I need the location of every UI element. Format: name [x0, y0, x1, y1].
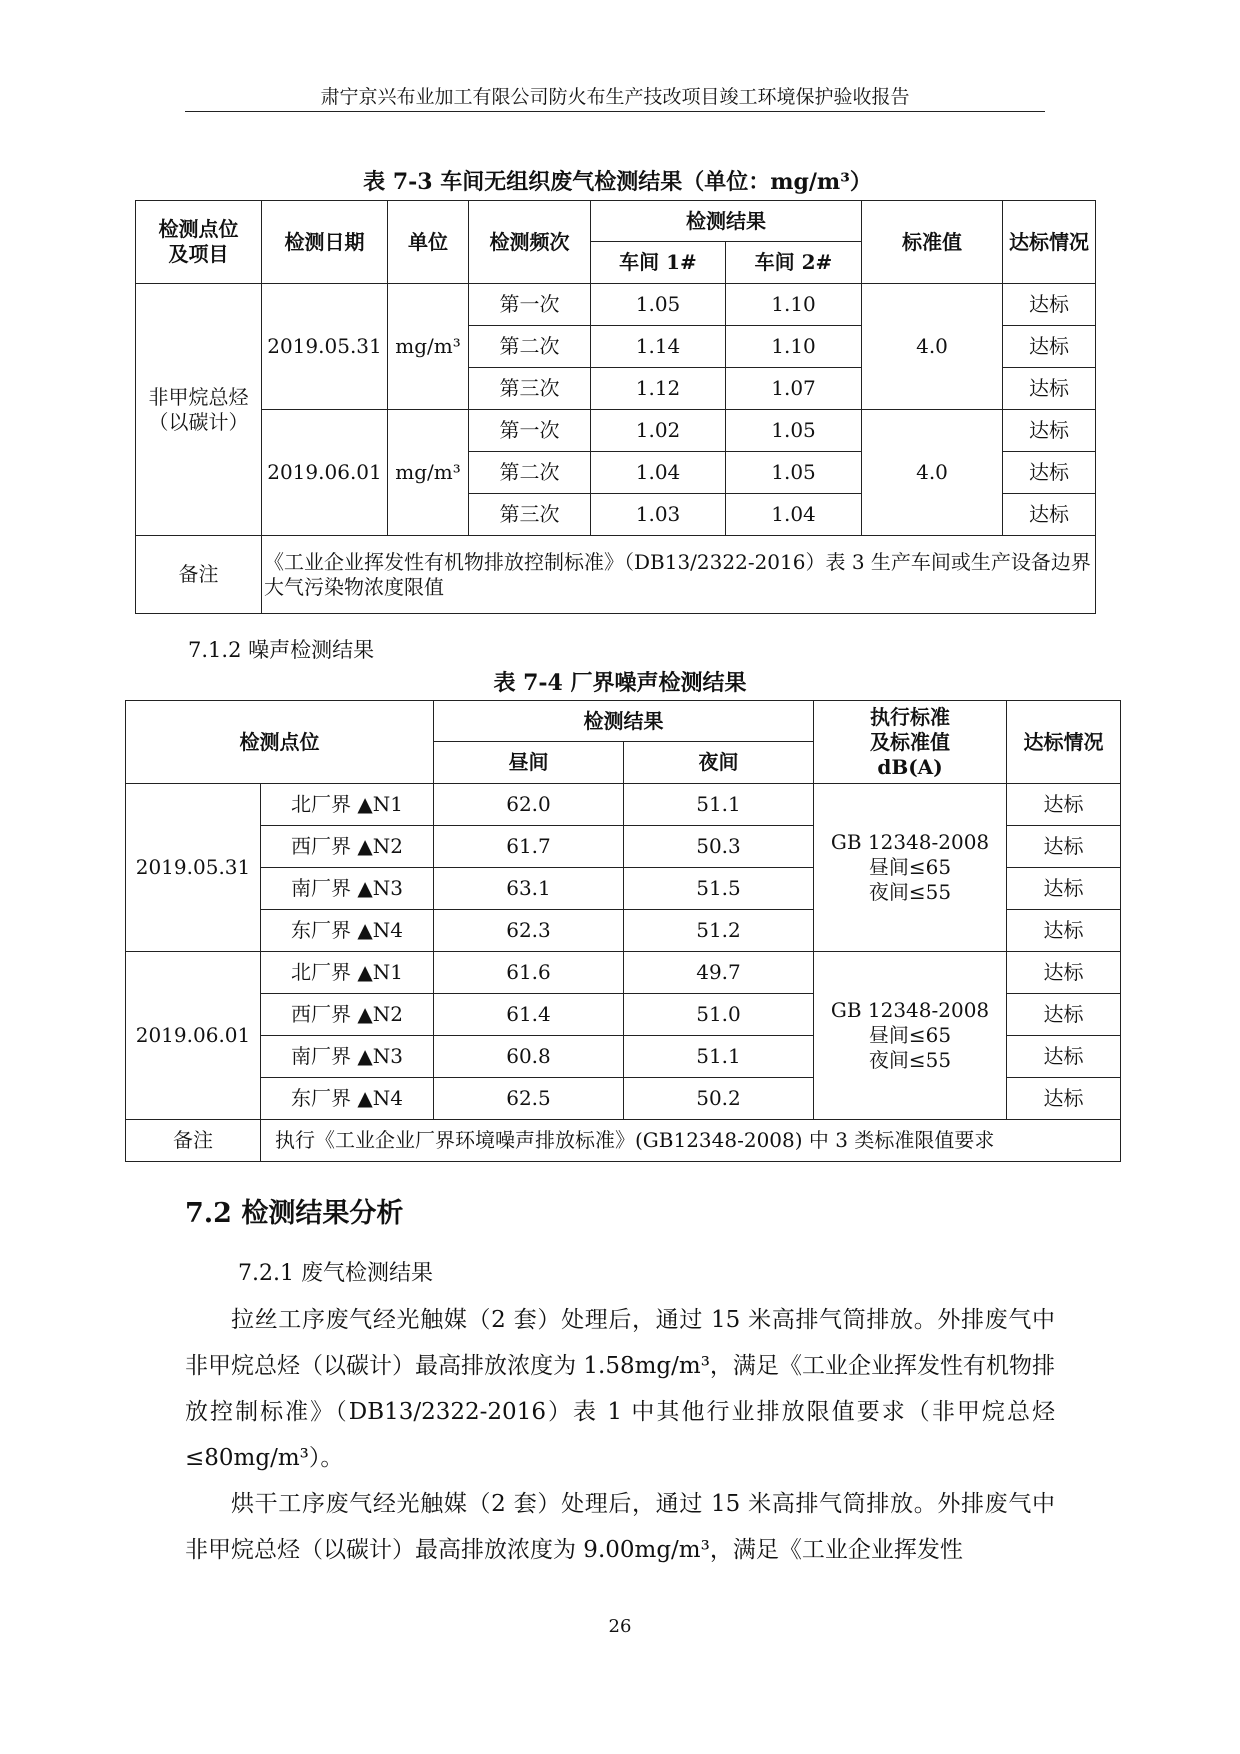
group-date: 2019.05.31	[126, 784, 261, 952]
header-result: 检测结果	[591, 201, 862, 242]
point-cell: 西厂界 ▲N2	[261, 826, 434, 868]
standard-cell	[814, 952, 1007, 1120]
night-cell: 51.0	[624, 994, 814, 1036]
std-line1: GB 12348-2008	[830, 998, 990, 1022]
table-workshop-gas	[135, 200, 1096, 614]
point-cell: 东厂界 ▲N4	[261, 1078, 434, 1120]
remark-label: 备注	[136, 536, 262, 614]
header-std-line2: 及标准值	[870, 729, 950, 754]
ws2-cell: 1.10	[726, 284, 862, 326]
header-unit: 单位	[388, 201, 469, 284]
remark-text: 执行《工业企业厂界环境噪声排放标准》(GB12348-2008) 中 3 类标准限值要求	[261, 1120, 1121, 1162]
header-status: 达标情况	[1003, 201, 1096, 284]
ws2-cell: 1.04	[726, 494, 862, 536]
ws1-cell: 1.14	[591, 326, 726, 368]
table1-caption: 表 7-3 车间无组织废气检测结果（单位：mg/m³）	[363, 169, 872, 195]
std-line2: 昼间≤65	[868, 855, 952, 879]
ws2-cell: 1.05	[726, 410, 862, 452]
paragraph-wire-drawing: 拉丝工序废气经光触媒（2 套）处理后，通过 15 米高排气筒排放。外排废气中非甲烷总烃（以碳计）最高排放浓度为 1.58mg/m³，满足《工业企业挥发性有机物排放控制标准》（DB13/2322-2016）表 1 中其他行业排放限值要求（非甲烷总烃≤80mg/m³）。	[185, 1307, 1055, 1471]
header-std-line1: 执行标准	[870, 704, 950, 729]
point-cell: 北厂界 ▲N1	[261, 784, 434, 826]
ws2-cell: 1.10	[726, 326, 862, 368]
status-cell: 达标	[1003, 368, 1096, 410]
status-cell: 达标	[1003, 326, 1096, 368]
header-point-item	[136, 201, 262, 284]
page-header-title: 肃宁京兴布业加工有限公司防火布生产技改项目竣工环境保护验收报告	[320, 86, 910, 108]
status-cell: 达标	[1007, 952, 1121, 994]
item-name-line1: 非甲烷总烃	[148, 384, 249, 409]
day-cell: 62.0	[434, 784, 624, 826]
night-cell: 50.3	[624, 826, 814, 868]
remark-row	[136, 536, 1096, 614]
header-point: 检测点位	[126, 701, 434, 784]
remark-label: 备注	[126, 1120, 261, 1162]
table-row	[126, 784, 1121, 826]
group-date: 2019.06.01	[262, 410, 388, 536]
freq-cell: 第一次	[469, 284, 591, 326]
header-point-line2: 及项目	[168, 242, 229, 266]
table-row	[126, 952, 1121, 994]
header-freq: 检测频次	[469, 201, 591, 284]
night-cell: 51.5	[624, 868, 814, 910]
night-cell: 51.2	[624, 910, 814, 952]
header-night: 夜间	[624, 742, 814, 784]
status-cell: 达标	[1003, 284, 1096, 326]
page-number: 26	[608, 1616, 632, 1637]
paragraph-drying: 烘干工序废气经光触媒（2 套）处理后，通过 15 米高排气筒排放。外排废气中非甲烷总烃（以碳计）最高排放浓度为 9.00mg/m³，满足《工业企业挥发性	[185, 1491, 1055, 1563]
point-cell: 北厂界 ▲N1	[261, 952, 434, 994]
status-cell: 达标	[1007, 826, 1121, 868]
section-heading-721: 7.2.1 废气检测结果	[238, 1261, 433, 1286]
ws1-cell: 1.05	[591, 284, 726, 326]
header-result: 检测结果	[434, 701, 814, 742]
day-cell: 61.7	[434, 826, 624, 868]
ws2-cell: 1.05	[726, 452, 862, 494]
freq-cell: 第三次	[469, 368, 591, 410]
ws1-cell: 1.04	[591, 452, 726, 494]
standard-cell: 4.0	[862, 284, 1003, 410]
group-date: 2019.06.01	[126, 952, 261, 1120]
ws1-cell: 1.12	[591, 368, 726, 410]
status-cell: 达标	[1003, 494, 1096, 536]
header-point-line1: 检测点位	[158, 217, 239, 241]
point-cell: 南厂界 ▲N3	[261, 868, 434, 910]
item-name	[136, 284, 262, 536]
point-cell: 西厂界 ▲N2	[261, 994, 434, 1036]
std-line1: GB 12348-2008	[830, 830, 990, 854]
status-cell: 达标	[1007, 868, 1121, 910]
status-cell: 达标	[1003, 410, 1096, 452]
header-date: 检测日期	[262, 201, 388, 284]
item-name-line2: （以碳计）	[148, 409, 249, 434]
status-cell: 达标	[1007, 1036, 1121, 1078]
standard-cell	[814, 784, 1007, 952]
night-cell: 50.2	[624, 1078, 814, 1120]
remark-text: 《工业企业挥发性有机物排放控制标准》（DB13/2322-2016）表 3 生产车间或生产设备边界大气污染物浓度限值	[262, 536, 1096, 614]
remark-row	[126, 1120, 1121, 1162]
std-line3: 夜间≤55	[868, 1048, 952, 1072]
header-rule	[185, 111, 1045, 112]
header-standard: 标准值	[862, 201, 1003, 284]
header-standard	[814, 701, 1007, 784]
status-cell: 达标	[1007, 1078, 1121, 1120]
header-status: 达标情况	[1007, 701, 1121, 784]
day-cell: 63.1	[434, 868, 624, 910]
header-ws2: 车间 2#	[726, 242, 862, 284]
std-line3: 夜间≤55	[868, 880, 952, 904]
standard-cell: 4.0	[862, 410, 1003, 536]
ws1-cell: 1.03	[591, 494, 726, 536]
group-unit: mg/m³	[388, 410, 469, 536]
header-std-line3: dB(A)	[877, 754, 943, 779]
freq-cell: 第二次	[469, 452, 591, 494]
freq-cell: 第二次	[469, 326, 591, 368]
day-cell: 62.5	[434, 1078, 624, 1120]
table-row	[136, 284, 1096, 326]
freq-cell: 第一次	[469, 410, 591, 452]
point-cell: 东厂界 ▲N4	[261, 910, 434, 952]
night-cell: 51.1	[624, 784, 814, 826]
point-cell: 南厂界 ▲N3	[261, 1036, 434, 1078]
freq-cell: 第三次	[469, 494, 591, 536]
group-date: 2019.05.31	[262, 284, 388, 410]
status-cell: 达标	[1007, 994, 1121, 1036]
header-day: 昼间	[434, 742, 624, 784]
day-cell: 61.6	[434, 952, 624, 994]
ws1-cell: 1.02	[591, 410, 726, 452]
day-cell: 62.3	[434, 910, 624, 952]
status-cell: 达标	[1007, 784, 1121, 826]
header-ws1: 车间 1#	[591, 242, 726, 284]
night-cell: 49.7	[624, 952, 814, 994]
table2-caption: 表 7-4 厂界噪声检测结果	[493, 670, 747, 696]
table-row	[136, 410, 1096, 452]
section-heading-72: 7.2 检测结果分析	[185, 1198, 404, 1229]
group-unit: mg/m³	[388, 284, 469, 410]
status-cell: 达标	[1007, 910, 1121, 952]
ws2-cell: 1.07	[726, 368, 862, 410]
status-cell: 达标	[1003, 452, 1096, 494]
section-heading-712: 7.1.2 噪声检测结果	[188, 638, 375, 662]
std-line2: 昼间≤65	[868, 1023, 952, 1047]
table-noise	[125, 700, 1121, 1162]
night-cell: 51.1	[624, 1036, 814, 1078]
day-cell: 61.4	[434, 994, 624, 1036]
day-cell: 60.8	[434, 1036, 624, 1078]
